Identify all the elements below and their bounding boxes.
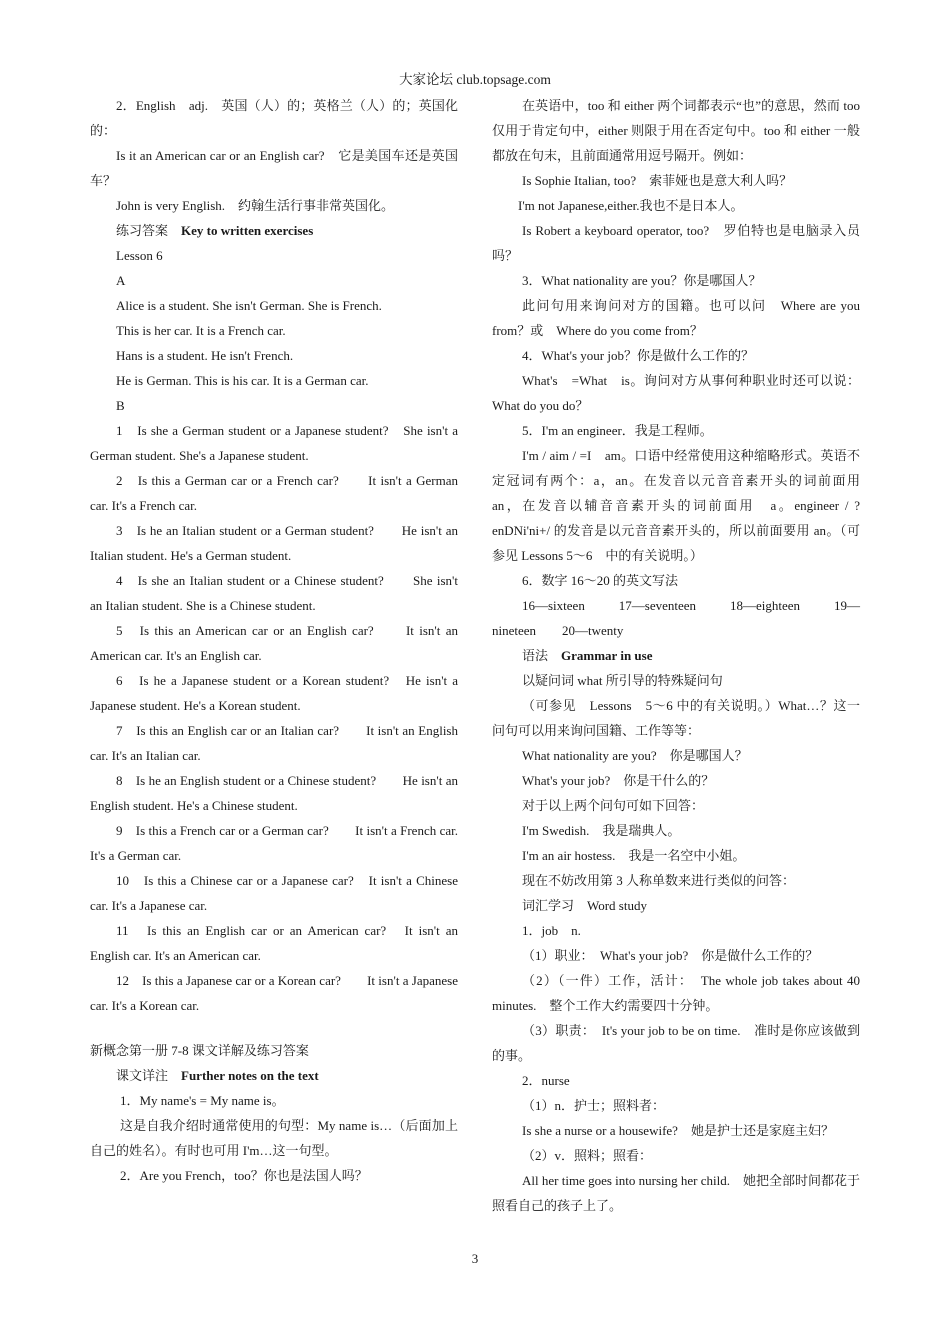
grammar-reply-intro: 对于以上两个问句可如下回答： — [522, 798, 705, 813]
grammar-description: （可参见 Lessons 5～6 中的有关说明。）What…？这一问句可以用来询问国籍、工作等等： — [492, 698, 860, 738]
grammar-heading-en: Grammar in use — [561, 648, 653, 663]
exercise-b-item: 9 Is this a French car or a German car? It isn't a French car. It's a German car. — [90, 823, 458, 863]
example-sentence: What's your job? 你是干什么的？ — [522, 773, 715, 788]
example-sentence: I'm not Japanese,either.我也不是日本人。 — [518, 198, 744, 213]
example-sentence: All her time goes into nursing her child. 她把全部时间都花于照看自己的孩子上了。 — [492, 1173, 860, 1213]
page-number: 3 — [471, 1251, 479, 1266]
exercise-b-item: 12 Is this a Japanese car or a Korean car? It isn't a Japanese car. It's a Korean car. — [90, 973, 458, 1013]
too-either-explanation: 在英语中，too 和 either 两个词都表示“也”的意思，然而 too 仅用于肯定句中，either 则限于用在否定句中。too 和 either 一般都放在句末，且前面通常用逗号隔开。例如： — [492, 98, 860, 163]
notes-heading — [90, 1063, 458, 1088]
note-item: 3．What nationality are you？你是哪国人？ — [522, 273, 762, 288]
right-column — [492, 93, 874, 1218]
page-header: 大家论坛 club.topsage.com — [399, 72, 551, 87]
exercise-b-item: 8 Is he an English student or a Chinese student? He isn't an English student. He's a Chinese student. — [90, 773, 458, 813]
word-study-heading: 词汇学习 Word study — [522, 898, 647, 913]
exercise-b-item: 4 Is she an Italian student or a Chinese student? She isn't an Italian student. She is a Chinese student. — [90, 573, 458, 613]
example-sentence: Is Sophie Italian, too? 索菲娅也是意大利人吗？ — [522, 173, 793, 188]
word-sense: （3）职责： It's your job to be on time. 准时是你应该做到的事。 — [492, 1023, 860, 1063]
note-item: 5．I'm an engineer．我是工程师。 — [522, 423, 713, 438]
exercise-b-item: 2 Is this a German car or a French car? It isn't a German car. It's a French car. — [90, 473, 458, 513]
example-sentence: I'm Swedish. 我是瑞典人。 — [522, 823, 681, 838]
number-list: 16—sixteen 17—seventeen 18—eighteen 19—nineteen 20—twenty — [492, 598, 860, 638]
exercise-b-item: 3 Is he an Italian student or a German student? He isn't an Italian student. He's a German student. — [90, 523, 458, 563]
exercise-a-line: Alice is a student. She isn't German. She is French. — [116, 298, 382, 313]
key-heading-cn: 练习答案 — [116, 223, 182, 238]
exercise-b-item: 11 Is this an English car or an American car? It isn't an English car. It's an American car. — [90, 923, 458, 963]
key-heading — [90, 218, 458, 243]
exercise-a-line: He is German. This is his car. It is a German car. — [116, 373, 369, 388]
grammar-heading — [492, 643, 860, 668]
word-sense: （2）v．照料；照看： — [522, 1148, 653, 1163]
section-spacer — [90, 1018, 458, 1038]
grammar-heading-cn: 语法 — [522, 648, 562, 663]
notes-heading-en: Further notes on the text — [181, 1068, 319, 1083]
exercise-b-item: 10 Is this a Chinese car or a Japanese car? It isn't a Chinese car. It's a Japanese car. — [90, 873, 458, 913]
exercise-b-item: 7 Is this an English car or an Italian car? It isn't an English car. It's an Italian car. — [90, 723, 458, 763]
example-sentence: Is she a nurse or a housewife? 她是护士还是家庭主妇？ — [522, 1123, 834, 1138]
section-title: 新概念第一册 7-8 课文详解及练习答案 — [90, 1043, 309, 1058]
example-sentence: Is Robert a keyboard operator, too? 罗伯特也是电脑录入员吗？ — [492, 223, 860, 263]
example-sentence: I'm an air hostess. 我是一名空中小姐。 — [522, 848, 746, 863]
example-sentence: Is it an American car or an English car? 它是美国车还是英国车？ — [90, 148, 458, 188]
english-definition: 2．English adj. 英国（人）的；英格兰（人）的；英国化的： — [90, 98, 458, 138]
exercise-b-item: 6 Is he a Japanese student or a Korean student? He isn't a Japanese student. He's a Korean student. — [90, 673, 458, 713]
notes-heading-cn: 课文详注 — [116, 1068, 182, 1083]
section-a-label: A — [116, 273, 126, 288]
grammar-title: 以疑问词 what 所引导的特殊疑问句 — [522, 673, 723, 688]
grammar-third-person: 现在不妨改用第 3 人称单数来进行类似的问答： — [522, 873, 796, 888]
word-sense: （1）n．护士；照料者： — [522, 1098, 666, 1113]
note-description: What's =What is。询问对方从事何种职业时还可以说：What do you do？ — [492, 373, 860, 413]
lesson-label: Lesson 6 — [116, 248, 163, 263]
exercise-b-item: 5 Is this an American car or an English car? It isn't an American car. It's an English car. — [90, 623, 458, 663]
example-sentence: What nationality are you? 你是哪国人？ — [522, 748, 748, 763]
note-item: 6．数字 16～20 的英文写法 — [522, 573, 679, 588]
note-description: 这是自我介绍时通常使用的句型：My name is…（后面加上自己的姓名）。有时也可用 I'm…这一句型。 — [90, 1118, 458, 1158]
exercise-a-line: Hans is a student. He isn't French. — [116, 348, 294, 363]
note-description: 此问句用来询问对方的国籍。也可以问 Where are you from？或 Where do you come from？ — [492, 298, 860, 338]
note-item: 4．What's your job？你是做什么工作的？ — [522, 348, 754, 363]
note-item: 2．Are you French，too？你也是法国人吗？ — [120, 1168, 368, 1183]
word-sense: （2）（一件）工作，活计： The whole job takes about 40 minutes. 整个工作大约需要四十分钟。 — [492, 973, 860, 1013]
word-entry: 2．nurse — [522, 1073, 570, 1088]
exercise-b-item: 1 Is she a German student or a Japanese student? She isn't a German student. She's a Japanese student. — [90, 423, 458, 463]
note-description: I'm / aim / =I am。口语中经常使用这种缩略形式。英语不定冠词有两个：a，an。在发音以元音音素开头的词前面用 an，在发音以辅音音素开头的词前面用 a。engineer / ?enDNi'ni+/ 的发音是以元音音素开头的，所以前面要用 an。（可参见 Lessons 5～6 中的有关说明。） — [492, 448, 874, 563]
left-column — [90, 93, 458, 1188]
example-sentence: John is very English. 约翰生活行事非常英国化。 — [116, 198, 395, 213]
word-entry: 1．job n. — [522, 923, 581, 938]
section-b-label: B — [116, 398, 125, 413]
exercise-a-line: This is her car. It is a French car. — [116, 323, 286, 338]
word-sense: （1）职业： What's your job? 你是做什么工作的？ — [522, 948, 819, 963]
key-heading-en: Key to written exercises — [181, 223, 314, 238]
note-item: 1．My name's = My name is。 — [120, 1093, 285, 1108]
